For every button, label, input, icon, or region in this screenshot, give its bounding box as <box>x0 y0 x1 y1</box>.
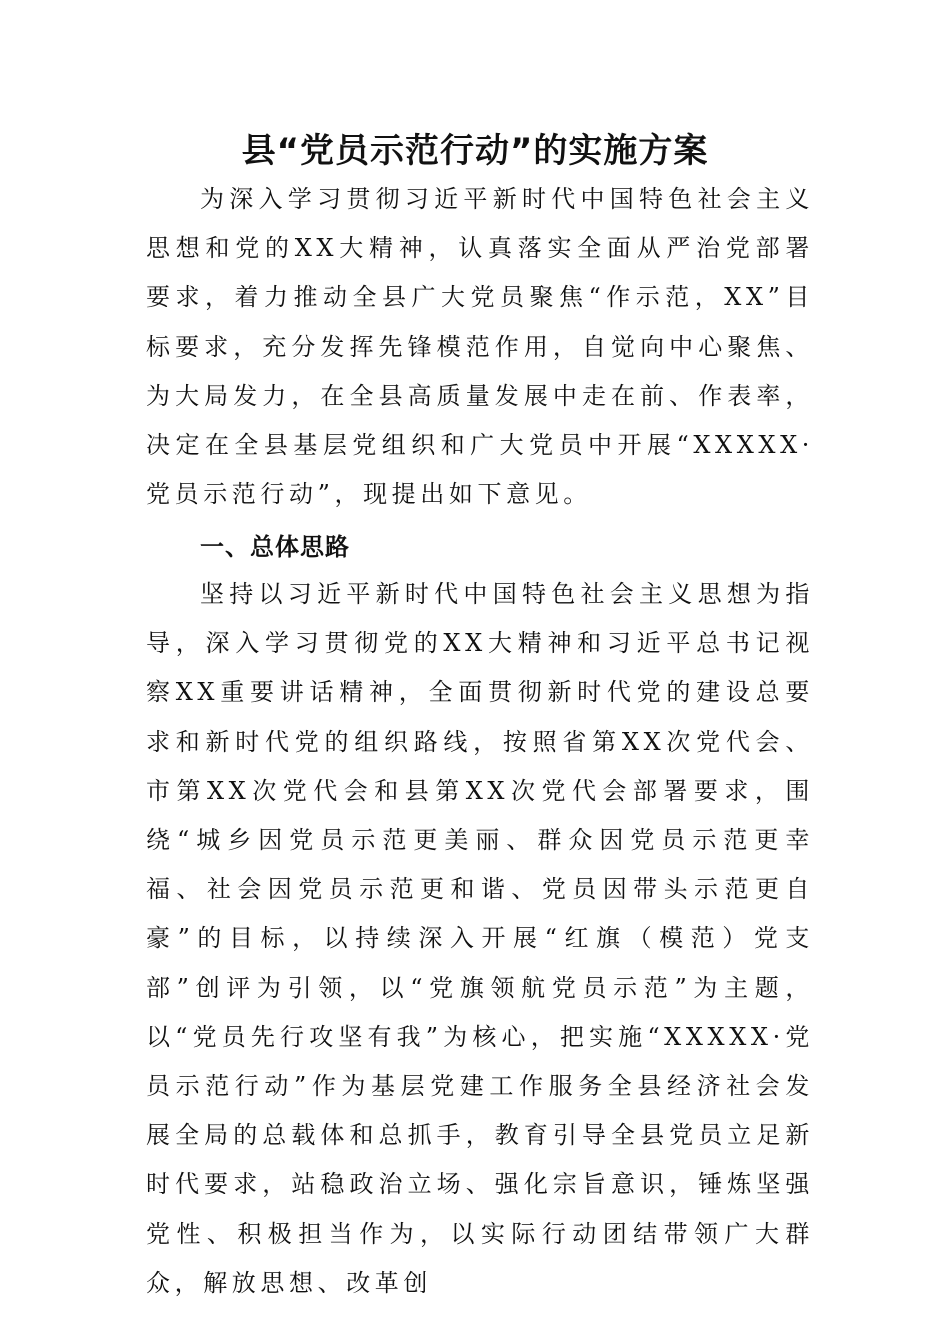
document-title: 县“党员示范行动”的实施方案 <box>241 131 709 171</box>
section-paragraph-overall-approach: 坚持以习近平新时代中国特色社会主义思想为指导，深入学习贯彻党的XX大精神和习近平总书记视察XX重要讲话精神，全面贯彻新时代党的建设总要求和新时代党的组织路线，按照省第XX次党代会、市第XX次党代会和县第XX次党代会部署要求，围绕“城乡因党员示范更美丽、群众因党员示范更幸福、社会因党员示范更和谐、党员因带头示范更自豪”的目标，以持续深入开展“红旗（模范）党支部”创评为引领，以“党旗领航党员示范”为主题，以“党员先行攻坚有我”为核心，把实施“XXXXX·党员示范行动”作为基层党建工作服务全县经济社会发展全局的总载体和总抓手，教育引导全县党员立足新时代要求，站稳政治立场、强化宗旨意识，锤炼坚强党性、积极担当作为，以实际行动团结带领广大群众，解放思想、改革创 <box>146 580 814 1297</box>
intro-paragraph: 为深入学习贯彻习近平新时代中国特色社会主义思想和党的XX大精神，认真落实全面从严治党部署要求，着力推动全县广大党员聚焦“作示范，XX”目标要求，充分发挥先锋模范作用，自觉向中心聚焦、为大局发力，在全县高质量发展中走在前、作表率，决定在全县基层党组织和广大党员中开展“XXXXX·党员示范行动”，现提出如下意见。 <box>146 185 814 509</box>
section-heading-overall-approach: 一、总体思路 <box>200 533 350 561</box>
